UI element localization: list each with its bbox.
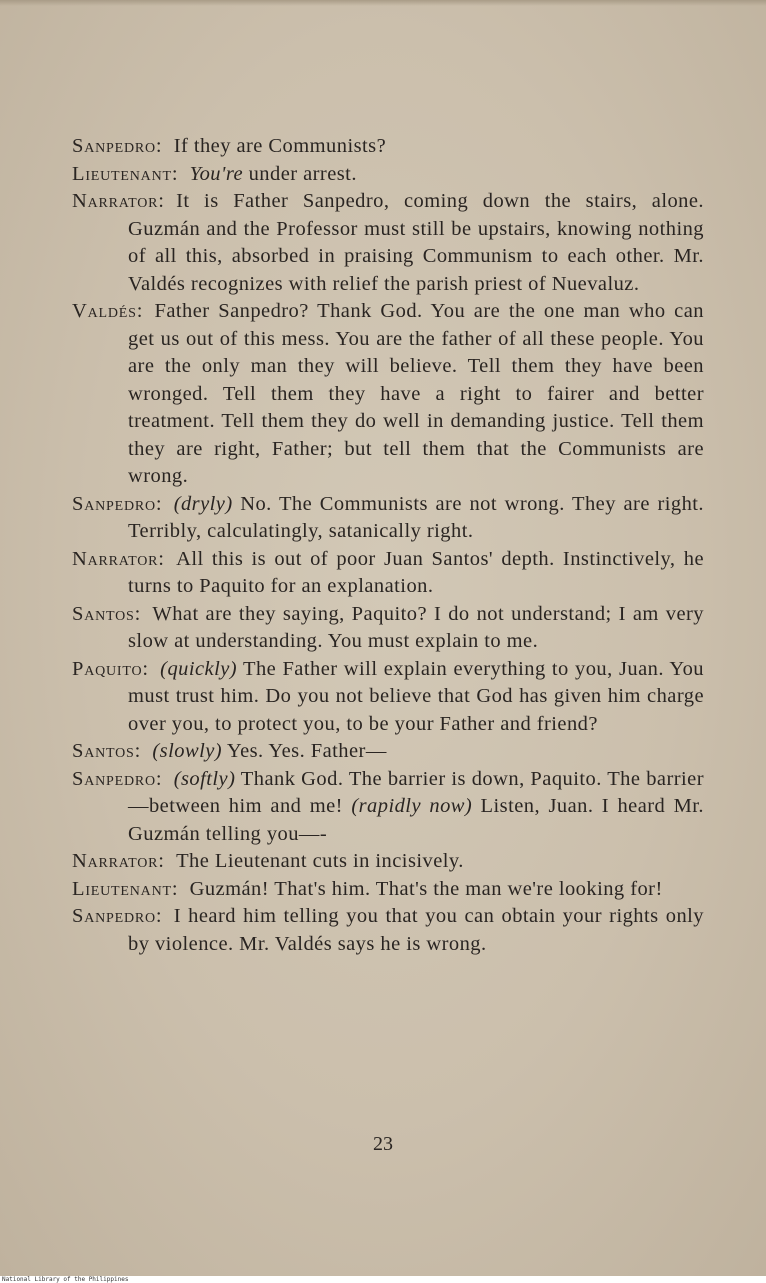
dialogue-entry (72, 133, 704, 161)
page-number: 23 (373, 1133, 393, 1155)
speech-text: If they are Communists? (173, 135, 387, 157)
stage-direction: (rapidly now) (351, 795, 473, 817)
speech-text: under arrest. (243, 162, 357, 185)
speech-text: What are they saying, Paquito? I do not understand; I am very slow at understanding. You must explain to me. (128, 602, 704, 652)
speech-text: The Father will explain everything to you, Juan. You must trust him. Do you not believe that God has given him charge over you, to protect you, to be your Father and friend? (128, 657, 704, 735)
speech-text: It is Father Sanpedro, coming down the stairs, alone. Guzmán and the Professor must still be upstairs, knowing nothing of all this, absorbed in praising Communism to each other. Mr. Valdés recognizes with relief the parish priest of Nuevaluz. (128, 190, 704, 295)
dialogue-entry (72, 298, 704, 491)
dialogue-entry (72, 848, 704, 876)
speech-text: The Lieutenant cuts in incisively. (176, 850, 464, 872)
dialogue-entry (72, 766, 704, 849)
dialogue-entry (72, 546, 704, 601)
footer-bar (0, 1276, 766, 1283)
speech-text: No. The Communists are not wrong. They are right. Terribly, calculatingly, satanically right. (128, 492, 704, 542)
speech-text: Listen, Juan. I heard Mr. Guzmán telling you—- (128, 795, 704, 845)
dialogue-entry (72, 491, 704, 546)
stage-direction: (quickly) (160, 657, 238, 680)
footer-credit: National Library of the Philippines (2, 1276, 129, 1283)
speaker-label: Sanpedro: (72, 492, 163, 515)
dialogue-text (72, 133, 704, 958)
dialogue-entry (72, 903, 704, 958)
dialogue-entry (72, 161, 704, 189)
speaker-label: Valdés: (72, 300, 144, 322)
speaker-label: Paquito: (72, 657, 149, 680)
stage-direction: (dryly) (173, 492, 233, 515)
stage-direction: (slowly) (152, 740, 223, 762)
speaker-label: Narrator: (72, 547, 165, 570)
dialogue-entry (72, 656, 704, 739)
stage-direction: (softly) (173, 767, 236, 790)
page-edge (0, 0, 766, 6)
dialogue-entry (72, 601, 704, 656)
speech-text: Guzmán! That's him. That's the man we're looking for! (189, 877, 663, 900)
speaker-label: Sanpedro: (72, 767, 163, 790)
stage-direction: You're (189, 162, 244, 185)
speaker-label: Santos: (72, 740, 142, 762)
speech-text: Father Sanpedro? Thank God. You are the one man who can get us out of this mess. You are the father of all these people. You are the only man they will believe. Tell them they have been wronged. Tell them they have a right to fairer and better treatment. Tell them they do well in demanding justice. Tell them they are right, Father; but tell them that the Communists are wrong. (128, 300, 704, 487)
dialogue-entry (72, 876, 704, 904)
speaker-label: Lieutenant: (72, 877, 179, 900)
speaker-label: Narrator: (72, 190, 165, 212)
dialogue-entry (72, 738, 704, 766)
speech-text: Thank God. The barrier is down, Paquito. The barrier—between him and me! (128, 767, 704, 817)
dialogue-entry (72, 188, 704, 298)
speaker-label: Sanpedro: (72, 135, 163, 157)
speaker-label: Santos: (72, 602, 142, 625)
speech-text: All this is out of poor Juan Santos' depth. Instinctively, he turns to Paquito for an explanation. (128, 547, 704, 597)
speech-text: I heard him telling you that you can obtain your rights only by violence. Mr. Valdés says he is wrong. (128, 905, 704, 955)
speaker-label: Narrator: (72, 850, 165, 872)
speaker-label: Lieutenant: (72, 162, 179, 185)
speaker-label: Sanpedro: (72, 905, 163, 927)
speech-text: Yes. Yes. Father— (222, 740, 387, 762)
